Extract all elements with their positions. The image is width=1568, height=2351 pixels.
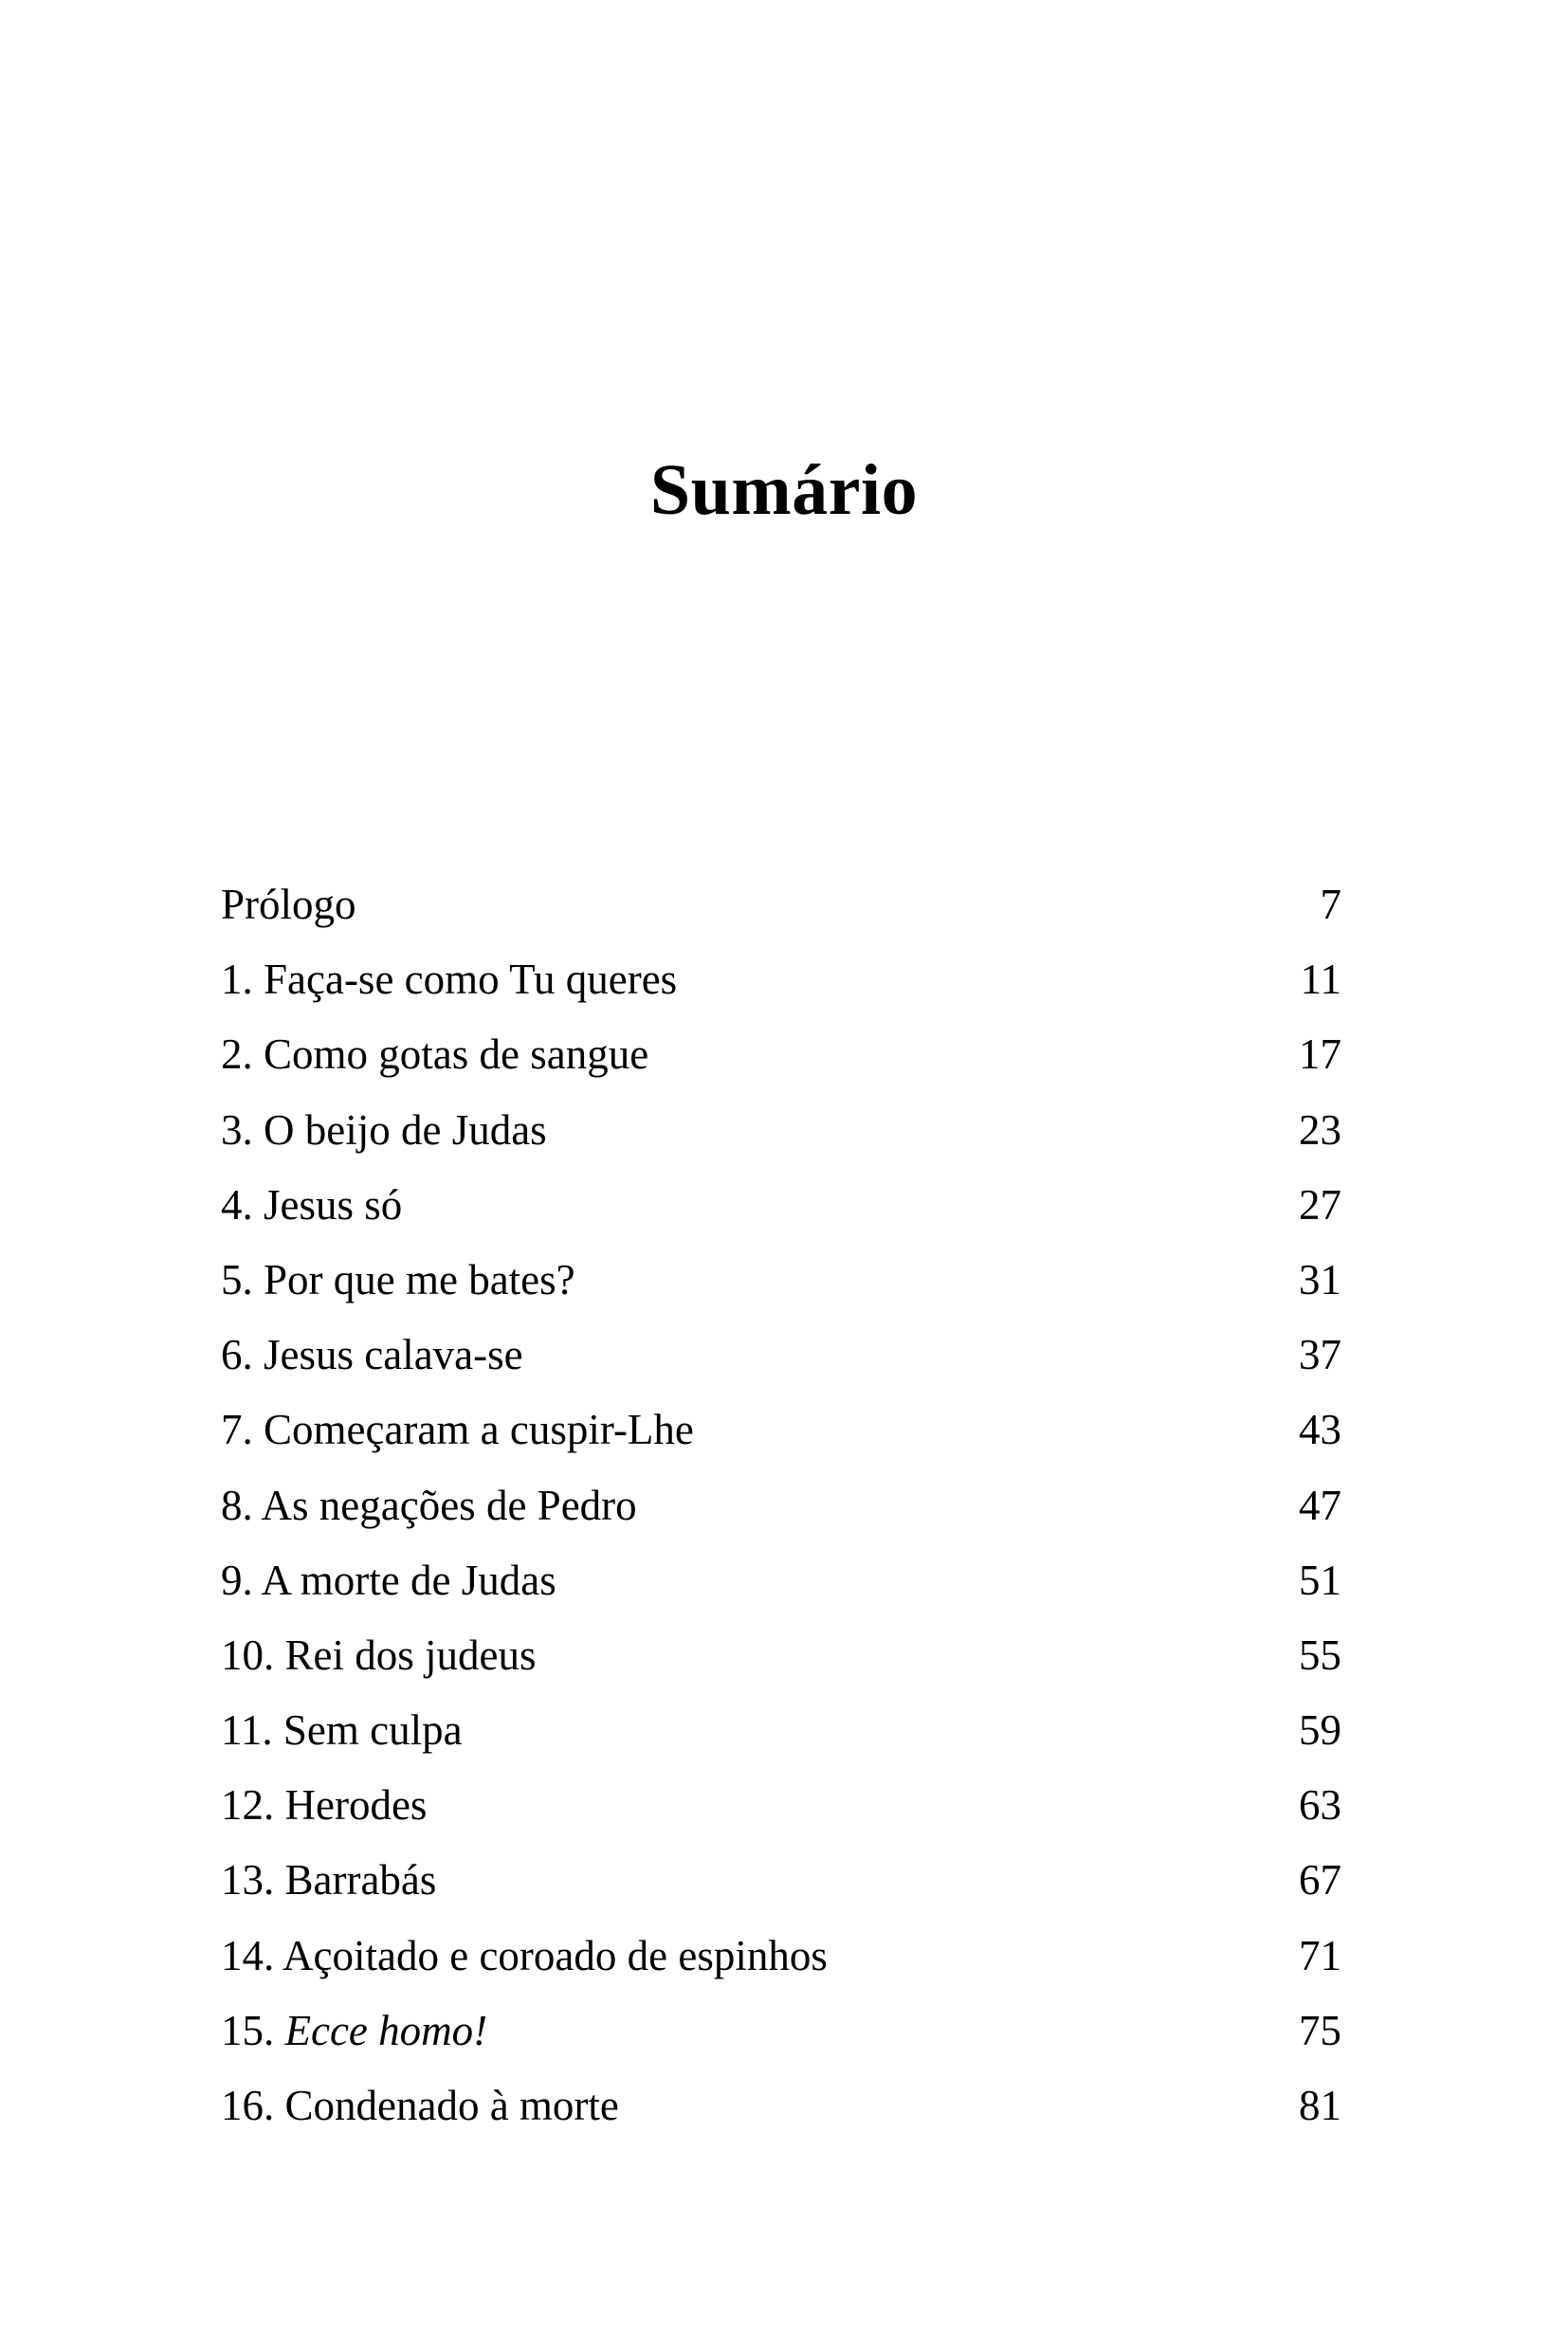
toc-entry-title: Jesus só (264, 1180, 403, 1229)
toc-entry-label (221, 1093, 547, 1168)
toc-entry-label (221, 2069, 619, 2143)
toc-entry-label (221, 1468, 637, 1543)
page-title: Sumário (649, 449, 919, 530)
toc-entry-label (221, 1618, 537, 1693)
toc-entry-label (221, 1994, 487, 2069)
toc-entry-label (221, 1693, 463, 1768)
toc-entry[interactable] (221, 1994, 1341, 2069)
toc-entry-label (221, 1843, 436, 1918)
toc-entry-title: Como gotas de sangue (264, 1030, 649, 1079)
toc-entry-label (221, 1168, 402, 1243)
toc-entry[interactable] (221, 1843, 1341, 1918)
toc-entry[interactable] (221, 1919, 1341, 1994)
toc-entry-page-number: 51 (1299, 1556, 1341, 1604)
toc-entry-label (221, 1243, 575, 1318)
toc-entry-label (221, 1393, 694, 1467)
toc-entry[interactable] (221, 1693, 1341, 1768)
toc-entry-index: 14. (221, 1931, 275, 1979)
toc-entry-index: 8. (221, 1481, 253, 1529)
toc-entry-index: 12. (221, 1781, 275, 1830)
toc-entry-title: Ecce homo! (284, 2006, 488, 2054)
toc-entry-index: 6. (221, 1331, 253, 1379)
toc-entry-label (221, 1768, 427, 1843)
toc-entry-page-number: 63 (1299, 1781, 1341, 1830)
toc-entry-label (221, 1017, 648, 1092)
toc-entry[interactable] (221, 867, 1341, 942)
toc-entry-label (221, 1543, 556, 1618)
toc-entry[interactable] (221, 1393, 1341, 1467)
toc-entry-title: Condenado à morte (284, 2082, 619, 2129)
toc-entry-title: Barrabás (284, 1856, 437, 1904)
toc-entry-title: Herodes (284, 1781, 428, 1830)
toc-entry-page-number: 11 (1300, 956, 1341, 1004)
toc-entry[interactable] (221, 1093, 1341, 1168)
toc-entry[interactable] (221, 1543, 1341, 1618)
table-of-contents-list (221, 867, 1341, 2143)
toc-entry-page-number: 23 (1299, 1105, 1341, 1154)
toc-entry-page-number: 67 (1299, 1856, 1341, 1904)
toc-entry-label (221, 1919, 828, 1994)
toc-entry[interactable] (221, 2069, 1341, 2143)
toc-entry-index: 16. (221, 2082, 275, 2129)
toc-entry-label (221, 867, 356, 942)
toc-entry-page-number: 59 (1299, 1706, 1341, 1755)
toc-entry[interactable] (221, 942, 1341, 1017)
toc-entry-page-number: 55 (1299, 1631, 1341, 1679)
toc-entry-page-number: 31 (1299, 1255, 1341, 1303)
toc-entry-page-number: 27 (1299, 1180, 1341, 1229)
toc-entry[interactable] (221, 1768, 1341, 1843)
toc-entry-index: 15. (221, 2006, 275, 2054)
toc-entry-title: Jesus calava-se (264, 1331, 523, 1379)
toc-entry-title: O beijo de Judas (264, 1105, 547, 1154)
toc-entry-page-number: 47 (1299, 1481, 1341, 1529)
toc-entry-page-number: 7 (1320, 881, 1341, 928)
toc-entry-index: 11. (221, 1706, 273, 1755)
toc-entry-title: Sem culpa (283, 1706, 463, 1755)
toc-entry[interactable] (221, 1017, 1341, 1092)
toc-entry[interactable] (221, 1243, 1341, 1318)
toc-entry-title: Por que me bates? (264, 1255, 575, 1303)
toc-entry-index: 10. (221, 1631, 275, 1679)
toc-entry-label (221, 942, 677, 1017)
toc-entry-title: Rei dos judeus (284, 1631, 537, 1679)
toc-entry-index: 9. (221, 1556, 253, 1604)
toc-entry-page-number: 81 (1299, 2082, 1341, 2129)
toc-entry-title: Açoitado e coroado de espinhos (283, 1931, 828, 1979)
toc-entry[interactable] (221, 1318, 1341, 1393)
toc-entry-index: 1. (221, 956, 253, 1004)
toc-entry-index: 5. (221, 1255, 253, 1303)
toc-entry-title: A morte de Judas (261, 1556, 556, 1604)
toc-entry-page-number: 71 (1299, 1931, 1341, 1979)
toc-entry[interactable] (221, 1468, 1341, 1543)
toc-entry[interactable] (221, 1168, 1341, 1243)
toc-entry-label (221, 1318, 523, 1393)
toc-entry-page-number: 43 (1299, 1406, 1341, 1454)
toc-entry-index: 13. (221, 1856, 275, 1904)
toc-entry-index: 4. (221, 1180, 253, 1229)
toc-entry[interactable] (221, 1618, 1341, 1693)
toc-entry-page-number: 75 (1299, 2006, 1341, 2054)
toc-entry-title: Faça-se como Tu queres (264, 956, 678, 1004)
toc-entry-page-number: 17 (1299, 1030, 1341, 1079)
toc-entry-title: Começaram a cuspir-Lhe (264, 1406, 694, 1454)
toc-entry-page-number: 37 (1299, 1331, 1341, 1379)
toc-entry-index: 7. (221, 1406, 253, 1454)
toc-entry-title: Prólogo (221, 881, 356, 928)
toc-entry-index: 2. (221, 1030, 253, 1079)
toc-entry-title: As negações de Pedro (261, 1481, 637, 1529)
toc-entry-index: 3. (221, 1105, 253, 1154)
